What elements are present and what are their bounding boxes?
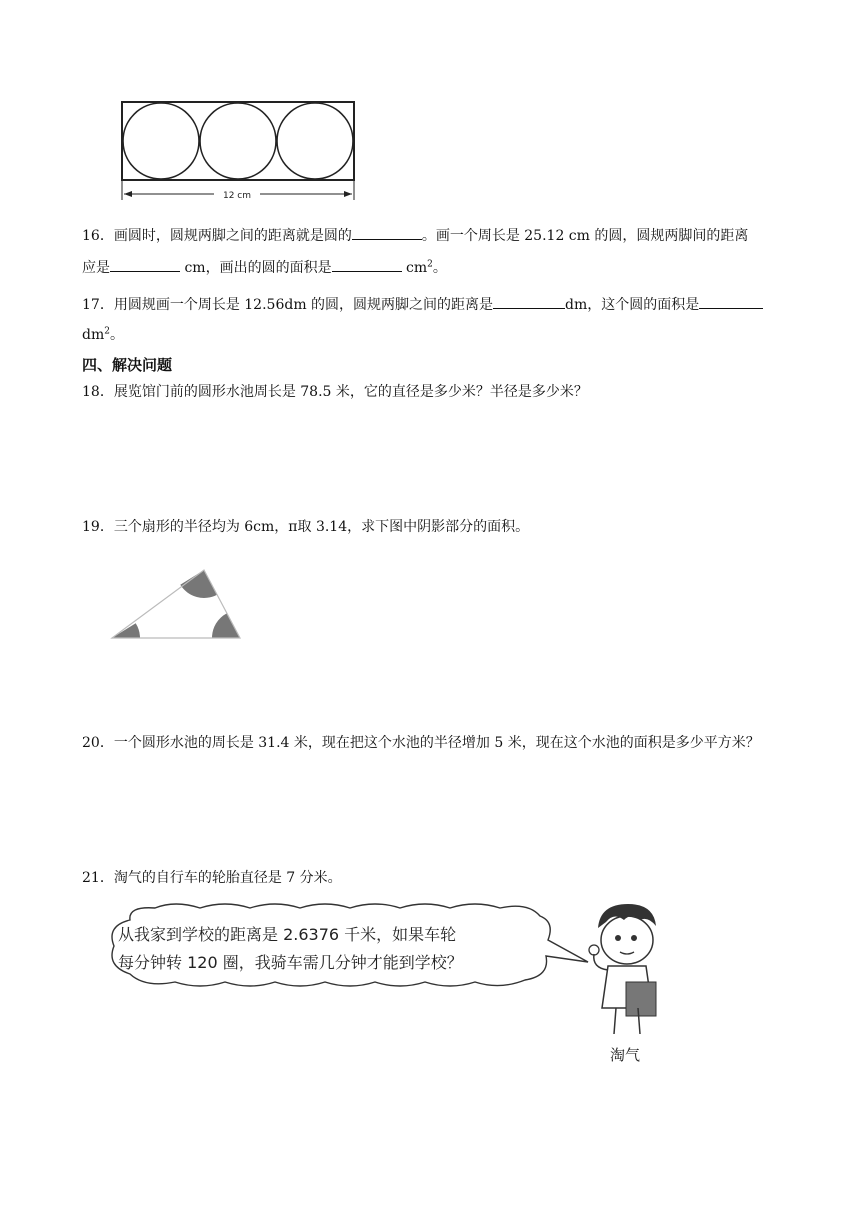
q17-text-4: 。 — [109, 327, 124, 343]
q17-line2 — [82, 325, 124, 345]
q16-blank-2[interactable] — [110, 257, 180, 272]
section-heading: 四、解决问题 — [82, 356, 173, 374]
three-circles-svg — [116, 96, 360, 206]
q17-number: 17． — [82, 297, 114, 313]
q19-number: 19． — [82, 519, 114, 535]
q18-line — [82, 382, 588, 402]
q18-text: 展览馆门前的圆形水池周长是 78.5 米，它的直径是多少米？半径是多少米？ — [113, 384, 588, 400]
q16-line1 — [82, 225, 748, 246]
q17-blank-2[interactable] — [699, 294, 763, 309]
triangle-sectors-figure — [100, 550, 280, 650]
q16-number: 16． — [82, 228, 114, 244]
q16-blank-3[interactable] — [332, 257, 402, 272]
character-name: 淘气 — [610, 1046, 641, 1064]
q17-superscript: 2 — [104, 326, 110, 337]
q16-text-3: 应是 — [82, 260, 110, 276]
q16-superscript: 2 — [427, 259, 433, 270]
speech-line-1: 从我家到学校的距离是 2.6376 千米，如果车轮 — [118, 925, 457, 944]
q16-line2 — [82, 257, 447, 278]
dimension-label: 12 cm — [222, 191, 252, 201]
q20-text: 一个圆形水池的周长是 31.4 米，现在把这个水池的半径增加 5 米，现在这个水池的面积是多少平方米？ — [113, 735, 760, 751]
q17-line1 — [82, 294, 763, 315]
circle-1 — [123, 103, 199, 179]
q17-text-2: dm，这个圆的面积是 — [565, 297, 700, 313]
q21-line — [82, 868, 342, 888]
q16-text-5: cm — [401, 260, 428, 276]
q17-text-1: 用圆规画一个周长是 12.56dm 的圆，圆规两脚之间的距离是 — [113, 297, 494, 313]
triangle-svg — [100, 550, 280, 650]
q18-number: 18． — [82, 384, 114, 400]
q19-line — [82, 517, 529, 537]
q17-blank-1[interactable] — [493, 294, 565, 309]
three-circles-figure — [116, 96, 360, 206]
shaded-sector-right — [212, 613, 240, 638]
q17-text-3: dm — [82, 327, 105, 343]
boy-figure-svg — [570, 898, 680, 1038]
speech-line-2: 每分钟转 120 圈，我骑车需几分钟才能到学校？ — [118, 953, 463, 972]
q16-blank-1[interactable] — [352, 225, 422, 240]
circle-3 — [277, 103, 353, 179]
q16-text-4: cm，画出的圆的面积是 — [180, 260, 332, 276]
q21-text: 淘气的自行车的轮胎直径是 7 分米。 — [113, 870, 342, 886]
q19-text: 三个扇形的半径均为 6cm，π取 3.14，求下图中阴影部分的面积。 — [113, 519, 530, 535]
q20-number: 20． — [82, 735, 114, 751]
q21-number: 21． — [82, 870, 114, 886]
q16-text-6: 。 — [432, 260, 447, 276]
shaded-sector-left — [112, 623, 140, 638]
cloud-bubble-svg — [100, 900, 600, 995]
q16-text-2: 。画一个周长是 25.12 cm 的圆，圆规两脚间的距离 — [421, 228, 749, 244]
speech-bubble — [100, 900, 600, 995]
q16-text-1: 画圆时，圆规两脚之间的距离就是圆的 — [113, 228, 352, 244]
circle-2 — [200, 103, 276, 179]
q20-line — [82, 733, 760, 753]
character-illustration — [570, 898, 680, 1068]
